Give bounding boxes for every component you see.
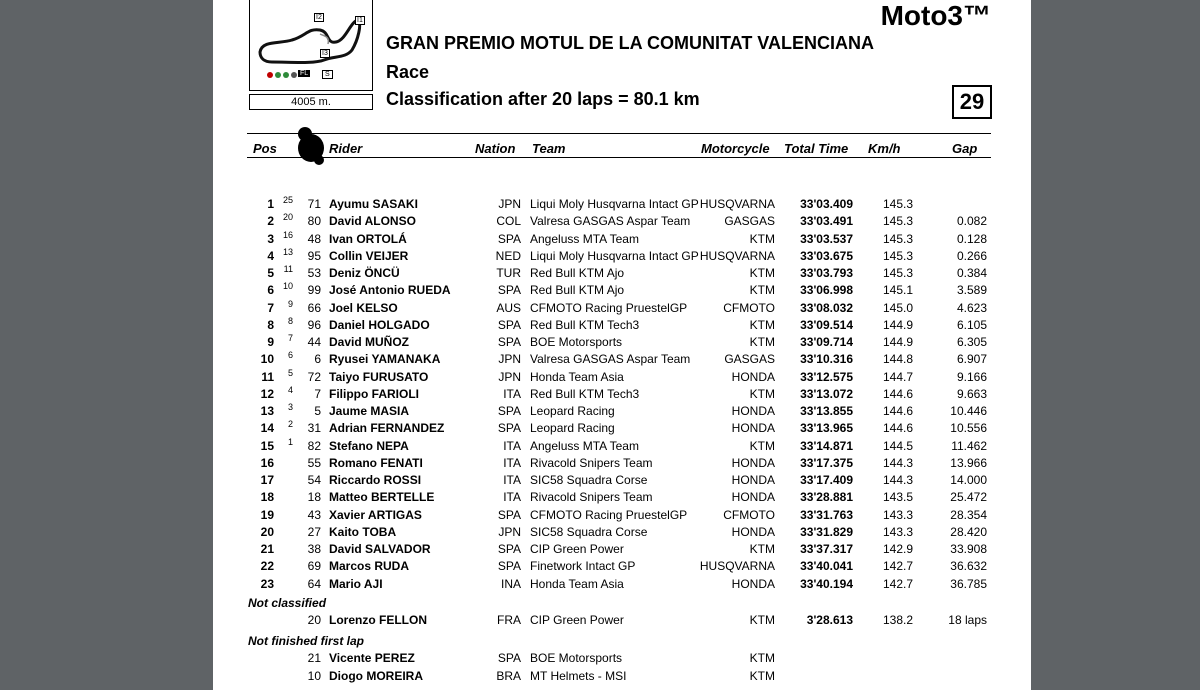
cell-time: 33'12.575 — [800, 369, 853, 384]
cell-num: 38 — [307, 542, 321, 556]
cell-pos: 17 — [260, 473, 274, 487]
circuit-map-icon — [250, 0, 372, 90]
cell-num: 21 — [307, 651, 321, 665]
track-map — [249, 0, 373, 91]
cell-kmh: 138.2 — [882, 613, 913, 627]
cell-team: Honda Team Asia — [530, 369, 624, 384]
cell-num: 31 — [307, 421, 321, 436]
cell-rider: Taiyo FURUSATO — [329, 369, 429, 384]
cell-num: 80 — [307, 214, 321, 229]
cell-team: Leopard Racing — [530, 404, 615, 418]
cell-pos: 4 — [267, 248, 274, 263]
cell-grid: 2 — [287, 419, 293, 430]
cell-rider: Xavier ARTIGAS — [329, 507, 422, 522]
cell-moto: GASGAS — [724, 352, 775, 367]
cell-num: 10 — [307, 669, 321, 683]
cell-kmh: 144.7 — [882, 369, 913, 384]
cell-time: 33'09.714 — [800, 335, 853, 349]
cell-time: 33'03.491 — [800, 214, 853, 229]
cell-pos: 21 — [260, 542, 274, 556]
cell-nation: SPA — [497, 651, 521, 665]
map-label: FL — [300, 70, 309, 77]
cell-moto: GASGAS — [724, 214, 775, 229]
cell-nation: SPA — [497, 421, 521, 436]
cell-moto: KTM — [749, 386, 775, 401]
cell-kmh: 145.3 — [882, 197, 913, 211]
table-row — [213, 367, 1031, 387]
col-rider-header: Rider — [329, 141, 363, 156]
series-title: Moto3™ — [880, 0, 991, 31]
cell-num: 27 — [307, 524, 321, 539]
cell-team: Finetwork Intact GP — [530, 559, 636, 574]
cell-time: 33'13.855 — [800, 404, 853, 418]
cell-moto: HONDA — [731, 455, 775, 470]
cell-team: Red Bull KTM Tech3 — [530, 386, 640, 401]
col-motorcycle-header: Motorcycle — [701, 141, 770, 156]
table-row — [213, 490, 1031, 507]
table-row — [213, 283, 1031, 300]
cell-nation: JPN — [498, 197, 521, 211]
cell-team: BOE Motorsports — [530, 335, 623, 349]
cell-time: 33'13.072 — [800, 386, 853, 401]
cell-team: CIP Green Power — [530, 613, 624, 627]
divider — [247, 157, 991, 158]
cell-time: 33'40.194 — [800, 576, 853, 591]
col-total-time-header: Total Time — [784, 141, 849, 156]
cell-nation: SPA — [497, 317, 521, 332]
cell-rider: Adrian FERNANDEZ — [329, 421, 445, 436]
cell-rider: Lorenzo FELLON — [329, 613, 427, 627]
cell-rider: Mario AJI — [329, 576, 383, 591]
cell-gap: 6.105 — [956, 317, 987, 332]
table-row — [213, 246, 1031, 266]
cell-rider: José Antonio RUEDA — [329, 283, 451, 298]
cell-grid: 5 — [287, 367, 293, 378]
results-document — [213, 0, 1031, 690]
map-label: I2 — [316, 14, 322, 21]
cell-kmh: 142.7 — [882, 576, 913, 591]
cell-time: 33'17.375 — [800, 455, 853, 470]
cell-team: Angeluss MTA Team — [530, 231, 639, 246]
cell-rider: Riccardo ROSSI — [329, 473, 422, 487]
cell-gap: 9.166 — [956, 369, 987, 384]
cell-time: 33'31.763 — [800, 507, 853, 522]
cell-pos: 15 — [260, 438, 274, 453]
table-row — [213, 421, 1031, 438]
divider — [247, 133, 991, 134]
track-length: 4005 m. — [249, 94, 373, 110]
cell-rider: Stefano NEPA — [329, 438, 409, 453]
cell-num: 44 — [307, 335, 321, 349]
cell-nation: SPA — [497, 231, 521, 246]
cell-num: 6 — [314, 352, 321, 367]
cell-pos: 3 — [267, 231, 274, 246]
cell-grid: 20 — [282, 212, 293, 223]
table-row — [213, 298, 1031, 318]
cell-num: 66 — [307, 300, 321, 315]
cell-gap: 0.082 — [956, 214, 987, 229]
cell-kmh: 144.8 — [882, 352, 913, 367]
cell-team: Leopard Racing — [530, 421, 615, 436]
cell-moto: HONDA — [731, 369, 775, 384]
cell-grid: 13 — [282, 246, 293, 257]
cell-pos: 6 — [267, 283, 274, 298]
cell-team: Red Bull KTM Ajo — [530, 283, 625, 298]
cell-rider: Joel KELSO — [329, 300, 398, 315]
cell-nation: INA — [500, 576, 521, 591]
cell-grid: 6 — [287, 350, 293, 361]
cell-kmh: 144.9 — [882, 335, 913, 349]
cell-kmh: 144.6 — [882, 404, 913, 418]
table-row — [213, 197, 1031, 214]
cell-pos: 8 — [267, 317, 274, 332]
cell-gap: 25.472 — [950, 490, 987, 505]
cell-moto: HONDA — [731, 473, 775, 487]
cell-pos: 20 — [260, 524, 274, 539]
cell-pos: 16 — [260, 455, 274, 470]
cell-nation: SPA — [497, 283, 521, 298]
cell-team: Valresa GASGAS Aspar Team — [530, 352, 691, 367]
cell-team: SIC58 Squadra Corse — [530, 473, 648, 487]
cell-rider: Daniel HOLGADO — [329, 317, 430, 332]
cell-rider: Kaito TOBA — [329, 524, 397, 539]
cell-rider: David ALONSO — [329, 214, 416, 229]
cell-nation: SPA — [497, 507, 521, 522]
cell-gap: 6.305 — [956, 335, 987, 349]
cell-gap: 0.128 — [956, 231, 987, 246]
cell-nation: JPN — [498, 352, 521, 367]
cell-num: 43 — [307, 507, 321, 522]
table-row — [213, 651, 1031, 668]
cell-time: 3'28.613 — [806, 613, 853, 627]
table-row — [213, 525, 1031, 542]
cell-moto: KTM — [749, 542, 775, 556]
cell-num: 18 — [307, 490, 321, 505]
cell-grid: 10 — [282, 281, 293, 292]
table-row — [213, 613, 1031, 630]
cell-rider: Romano FENATI — [329, 455, 423, 470]
cell-moto: HONDA — [731, 524, 775, 539]
cell-nation: ITA — [503, 438, 521, 453]
cell-num: 99 — [307, 283, 321, 298]
cell-moto: KTM — [749, 613, 775, 627]
cell-num: 53 — [307, 266, 321, 280]
cell-kmh: 145.1 — [882, 283, 913, 298]
cell-grid: 7 — [287, 333, 293, 343]
cell-rider: Diogo MOREIRA — [329, 669, 423, 683]
cell-moto: HUSQVARNA — [699, 248, 775, 263]
cell-time: 33'09.514 — [800, 317, 853, 332]
table-row — [213, 315, 1031, 335]
cell-num: 7 — [314, 386, 321, 401]
cell-kmh: 145.3 — [882, 266, 913, 280]
cell-rider: David MUÑOZ — [329, 335, 410, 349]
cell-grid: 3 — [287, 402, 293, 412]
cell-team: Honda Team Asia — [530, 576, 624, 591]
cell-nation: SPA — [497, 404, 521, 418]
cell-kmh: 144.5 — [882, 438, 913, 453]
cell-moto: HONDA — [731, 576, 775, 591]
cell-gap: 6.907 — [956, 352, 987, 367]
cell-team: SIC58 Squadra Corse — [530, 524, 648, 539]
cell-pos: 7 — [267, 300, 274, 315]
cell-gap: 11.462 — [951, 438, 987, 453]
cell-gap: 28.420 — [950, 524, 987, 539]
cell-gap: 10.556 — [950, 421, 987, 436]
cell-pos: 9 — [267, 335, 274, 349]
col-team-header: Team — [532, 141, 566, 156]
cell-grid: 8 — [287, 315, 293, 326]
cell-team: MT Helmets - MSI — [530, 669, 627, 683]
cell-grid: 9 — [287, 298, 293, 309]
cell-moto: KTM — [749, 651, 775, 665]
cell-team: Red Bull KTM Tech3 — [530, 317, 640, 332]
rider-icon — [293, 122, 331, 166]
cell-kmh: 144.6 — [882, 386, 913, 401]
cell-grid: 16 — [282, 229, 293, 240]
cell-moto: KTM — [749, 231, 775, 246]
cell-time: 33'13.965 — [800, 421, 853, 436]
cell-time: 33'40.041 — [800, 559, 853, 574]
cell-nation: BRA — [496, 669, 521, 683]
table-row — [213, 404, 1031, 421]
cell-moto: KTM — [749, 283, 775, 298]
cell-team: Liqui Moly Husqvarna Intact GP — [530, 248, 699, 263]
table-row — [213, 473, 1031, 490]
cell-gap: 0.266 — [956, 248, 987, 263]
cell-grid: 25 — [282, 195, 293, 205]
cell-gap: 36.785 — [950, 576, 987, 591]
cell-moto: KTM — [749, 266, 775, 280]
cell-num: 55 — [307, 455, 321, 470]
cell-kmh: 144.6 — [882, 421, 913, 436]
cell-gap: 0.384 — [956, 266, 987, 280]
cell-gap: 13.966 — [950, 455, 987, 470]
cell-moto: HONDA — [731, 490, 775, 505]
cell-num: 5 — [314, 404, 321, 418]
cell-time: 33'37.317 — [800, 542, 853, 556]
cell-kmh: 144.3 — [882, 473, 913, 487]
cell-num: 69 — [307, 559, 321, 574]
cell-nation: ITA — [503, 490, 521, 505]
cell-nation: COL — [496, 214, 521, 229]
cell-rider: Ayumu SASAKI — [329, 197, 418, 211]
cell-rider: Jaume MASIA — [329, 404, 410, 418]
cell-kmh: 143.3 — [882, 507, 913, 522]
table-row — [213, 335, 1031, 352]
cell-time: 33'10.316 — [800, 352, 853, 367]
table-row — [213, 508, 1031, 525]
cell-team: Rivacold Snipers Team — [530, 490, 653, 505]
cell-team: Red Bull KTM Ajo — [530, 266, 625, 280]
cell-pos: 23 — [260, 576, 274, 591]
cell-gap: 28.354 — [950, 507, 987, 522]
cell-time: 33'14.871 — [800, 438, 853, 453]
session-title: Race — [386, 62, 430, 82]
cell-rider: Matteo BERTELLE — [329, 490, 435, 505]
cell-kmh: 143.5 — [882, 490, 913, 505]
cell-team: CFMOTO Racing PruestelGP — [530, 507, 688, 522]
table-row — [213, 559, 1031, 576]
cell-moto: CFMOTO — [723, 507, 775, 522]
cell-nation: JPN — [498, 369, 521, 384]
col-pos-header: Pos — [253, 141, 277, 156]
cell-grid: 1 — [287, 436, 293, 447]
col-gap-header: Gap — [952, 141, 978, 156]
cell-grid: 4 — [287, 384, 293, 395]
cell-num: 82 — [307, 438, 321, 453]
cell-num: 54 — [307, 473, 321, 487]
cell-kmh: 143.3 — [882, 524, 913, 539]
cell-num: 71 — [307, 197, 321, 211]
cell-num: 96 — [307, 317, 321, 332]
cell-pos: 12 — [260, 386, 274, 401]
not-classified-label: Not classified — [248, 596, 327, 610]
col-kmh-header: Km/h — [868, 141, 901, 156]
cell-time: 33'03.793 — [800, 266, 853, 280]
table-row — [213, 669, 1031, 686]
cell-nation: SPA — [497, 559, 521, 574]
table-row — [213, 214, 1031, 231]
cell-time: 33'08.032 — [800, 300, 853, 315]
cell-num: 72 — [307, 369, 321, 384]
cell-rider: Collin VEIJER — [329, 248, 409, 263]
table-row — [213, 384, 1031, 404]
cell-team: Valresa GASGAS Aspar Team — [530, 214, 691, 229]
cell-gap: 33.908 — [950, 542, 987, 556]
cell-team: Angeluss MTA Team — [530, 438, 639, 453]
cell-pos: 11 — [261, 369, 274, 384]
cell-kmh: 144.3 — [882, 455, 913, 470]
not-finished-label: Not finished first lap — [248, 634, 365, 648]
map-label: I3 — [322, 50, 328, 57]
cell-rider: Marcos RUDA — [329, 559, 410, 574]
cell-kmh: 145.3 — [882, 248, 913, 263]
event-title: GRAN PREMIO MOTUL DE LA COMUNITAT VALENCIANA — [386, 33, 874, 53]
cell-time: 33'03.675 — [800, 248, 853, 263]
cell-moto: KTM — [749, 669, 775, 683]
cell-kmh: 142.7 — [882, 559, 913, 574]
cell-moto: HUSQVARNA — [699, 197, 775, 211]
table-row — [213, 352, 1031, 369]
cell-rider: Filippo FARIOLI — [329, 386, 419, 401]
cell-team: Rivacold Snipers Team — [530, 455, 653, 470]
cell-num: 48 — [307, 231, 321, 246]
cell-grid: 11 — [283, 264, 293, 274]
cell-gap: 4.623 — [956, 300, 987, 315]
cell-nation: SPA — [497, 542, 521, 556]
cell-time: 33'03.537 — [800, 231, 853, 246]
cell-pos: 5 — [267, 266, 274, 280]
cell-time: 33'17.409 — [800, 473, 853, 487]
cell-gap: 14.000 — [950, 473, 987, 487]
cell-nation: TUR — [496, 266, 521, 280]
cell-nation: ITA — [503, 455, 521, 470]
cell-gap: 3.589 — [956, 283, 987, 298]
cell-moto: KTM — [749, 317, 775, 332]
classification-title: Classification after 20 laps = 80.1 km — [386, 89, 700, 109]
table-row — [213, 436, 1031, 456]
cell-pos: 19 — [260, 507, 274, 522]
cell-kmh: 145.0 — [882, 300, 913, 315]
cell-moto: KTM — [749, 335, 775, 349]
cell-pos: 22 — [260, 559, 274, 574]
cell-rider: Deniz ÖNCÜ — [329, 266, 400, 280]
cell-rider: David SALVADOR — [329, 542, 431, 556]
cell-nation: JPN — [498, 524, 521, 539]
cell-nation: SPA — [497, 335, 521, 349]
cell-team: CFMOTO Racing PruestelGP — [530, 300, 688, 315]
cell-nation: ITA — [503, 473, 521, 487]
cell-num: 64 — [307, 576, 321, 591]
cell-kmh: 145.3 — [882, 231, 913, 246]
table-row — [213, 542, 1031, 559]
cell-nation: AUS — [496, 300, 521, 315]
cell-pos: 10 — [260, 352, 274, 367]
cell-pos: 1 — [267, 197, 274, 211]
cell-nation: FRA — [497, 613, 521, 627]
table-row — [213, 266, 1031, 283]
cell-pos: 18 — [260, 490, 274, 505]
cell-team: BOE Motorsports — [530, 651, 623, 665]
table-row — [213, 456, 1031, 473]
cell-moto: HUSQVARNA — [699, 559, 775, 574]
map-label: I1 — [357, 17, 363, 24]
cell-pos: 13 — [260, 404, 274, 418]
round-number: 29 — [952, 85, 992, 119]
table-row — [213, 577, 1031, 594]
cell-time: 33'06.998 — [800, 283, 853, 298]
map-label: S — [322, 70, 333, 79]
cell-team: CIP Green Power — [530, 542, 624, 556]
cell-rider: Ryusei YAMANAKA — [329, 352, 441, 367]
cell-time: 33'03.409 — [800, 197, 853, 211]
cell-nation: NED — [495, 248, 521, 263]
cell-gap: 36.632 — [950, 559, 987, 574]
cell-pos: 2 — [267, 214, 274, 229]
cell-pos: 14 — [260, 421, 274, 436]
cell-num: 95 — [307, 248, 321, 263]
cell-rider: Vicente PEREZ — [329, 651, 415, 665]
cell-num: 20 — [307, 613, 321, 627]
cell-time: 33'28.881 — [800, 490, 853, 505]
cell-moto: KTM — [749, 438, 775, 453]
table-row — [213, 229, 1031, 249]
cell-moto: HONDA — [731, 404, 775, 418]
cell-gap: 9.663 — [956, 386, 987, 401]
cell-time: 33'31.829 — [800, 524, 853, 539]
cell-nation: ITA — [503, 386, 521, 401]
cell-kmh: 145.3 — [882, 214, 913, 229]
cell-kmh: 144.9 — [882, 317, 913, 332]
cell-moto: HONDA — [731, 421, 775, 436]
cell-moto: CFMOTO — [723, 300, 775, 315]
cell-gap: 10.446 — [950, 404, 987, 418]
cell-rider: Ivan ORTOLÁ — [329, 231, 407, 246]
cell-gap: 18 laps — [948, 613, 987, 627]
col-nation-header: Nation — [475, 141, 516, 156]
cell-kmh: 142.9 — [882, 542, 913, 556]
cell-team: Liqui Moly Husqvarna Intact GP — [530, 197, 699, 211]
